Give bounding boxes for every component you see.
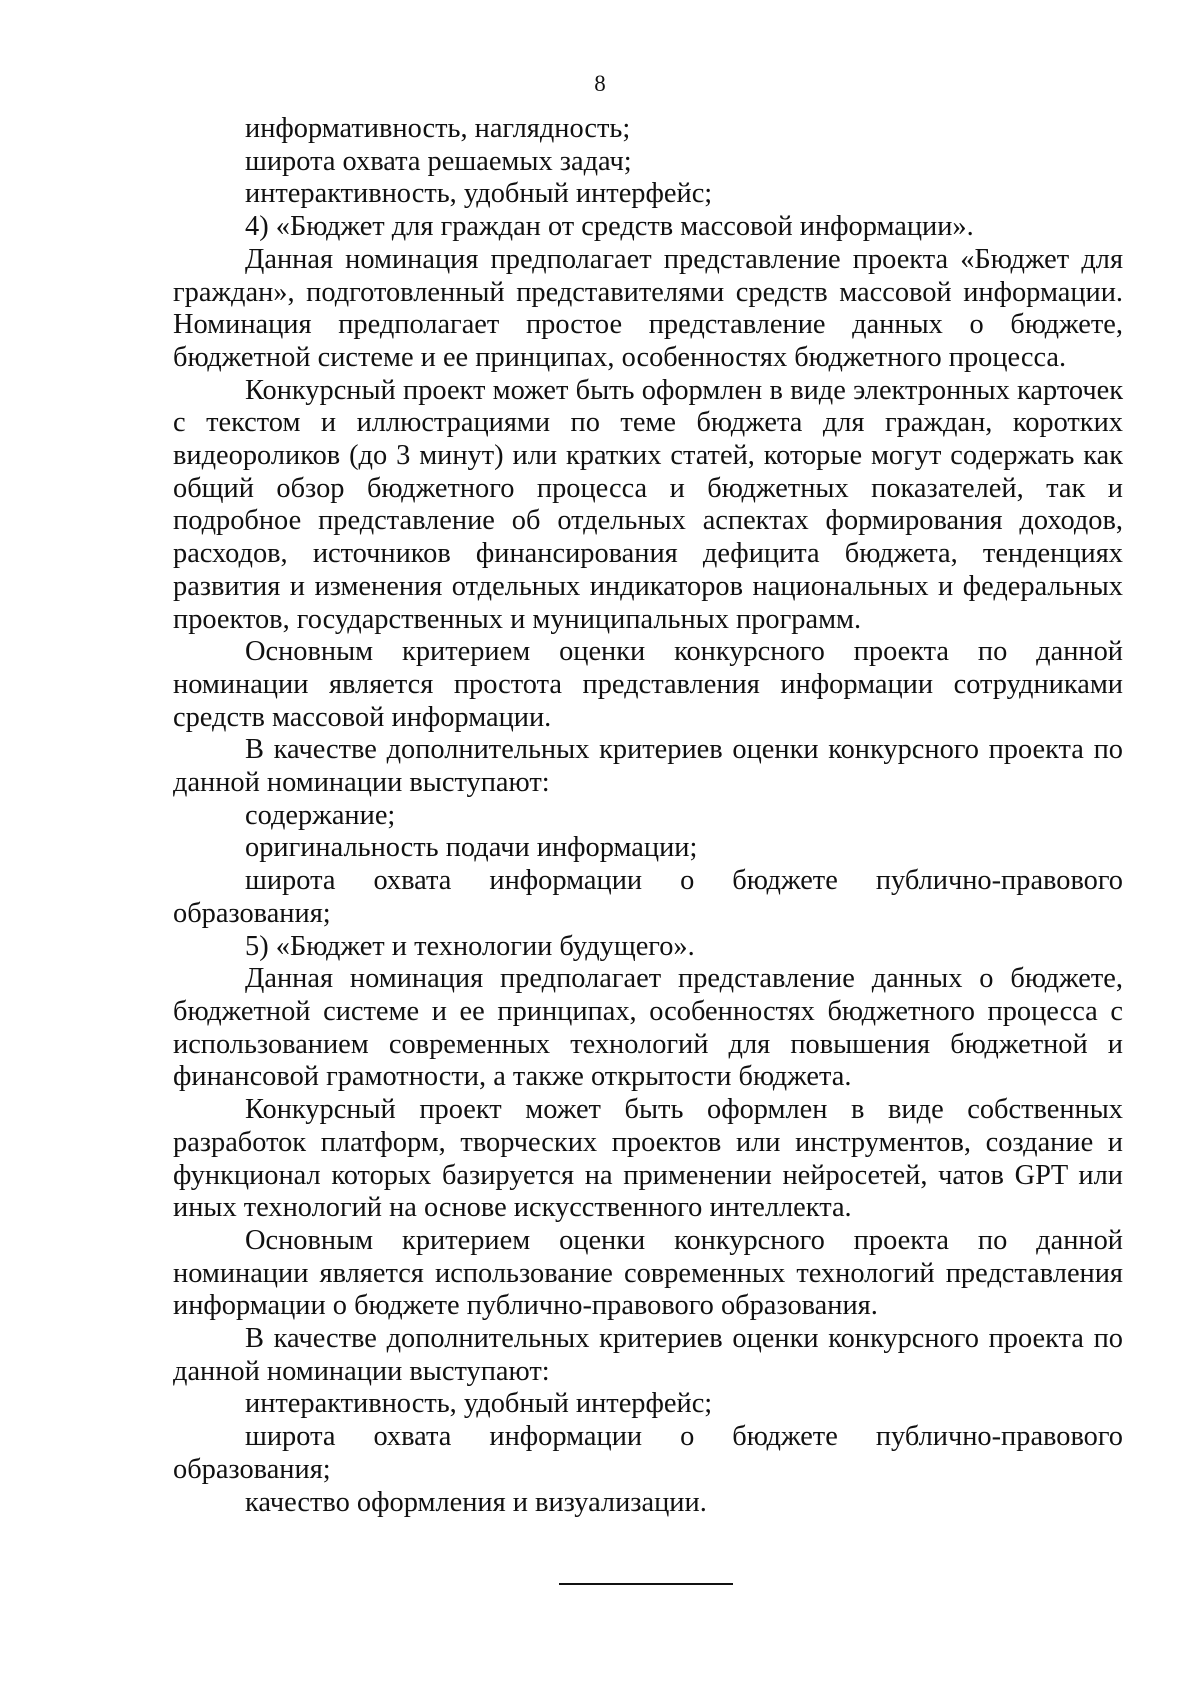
nomination-heading-4: 4) «Бюджет для граждан от средств массовой информации». [245,211,974,243]
page-number: 8 [594,71,606,96]
nomination-5-description: Данная номинация предполагает представление данных о бюджете, бюджетной системе и ее принципах, особенностях бюджетного процесса с использованием современных технологий для повышения бюджетной и финансовой грамотности, а также открытости бюджета. [173,963,1123,1093]
list-item-design-quality: качество оформления и визуализации. [245,1486,707,1518]
nomination-heading-5: 5) «Бюджет и технологии будущего». [245,930,695,962]
list-item-scope-of-information: широта охвата информации о бюджете публично-правового образования; [173,865,1123,929]
document-body [173,113,1123,1519]
nomination-4-description: Данная номинация предполагает представление проекта «Бюджет для граждан», подготовленный представителями средств массовой информации. Номинация предполагает простое представление данных о бюджете, бюджетной системе и ее принципах, особенностях бюджетного процесса. [173,243,1123,373]
list-item-interactivity: интерактивность, удобный интерфейс; [245,178,713,210]
end-of-document-rule [559,1583,733,1585]
list-item-scope-of-tasks: широта охвата решаемых задач; [245,145,632,177]
nomination-5-project-format: Конкурсный проект может быть оформлен в виде собственных разработок платформ, творческих проектов или инструментов, создание и функционал которых базируется на применении нейросетей, чатов GPT или иных технологий на основе искусственного интеллекта. [173,1094,1123,1224]
list-item-informativeness: информативность, наглядность; [245,113,631,144]
nomination-5-additional-criteria-intro: В качестве дополнительных критериев оценки конкурсного проекта по данной номинации выступают: [173,1323,1123,1387]
nomination-4-additional-criteria-intro: В качестве дополнительных критериев оценки конкурсного проекта по данной номинации выступают: [173,734,1123,799]
list-item-originality: оригинальность подачи информации; [245,832,698,864]
nomination-4-project-format: Конкурсный проект может быть оформлен в виде электронных карточек с текстом и иллюстрациями по теме бюджета для граждан, коротких видеороликов (до 3 минут) или кратких статей, которые могут содержать как общий обзор бюджетного процесса и бюджетных показателей, так и подробное представление об отдельных аспектах формирования доходов, расходов, источников финансирования дефицита бюджета, тенденциях развития и изменения отдельных индикаторов национальных и федеральных проектов, государственных и муниципальных программ. [173,374,1123,635]
nomination-4-main-criterion: Основным критерием оценки конкурсного проекта по данной номинации является простота представления информации сотрудниками средств массовой информации. [173,636,1123,733]
nomination-5-main-criterion: Основным критерием оценки конкурсного проекта по данной номинации является использование современных технологий представления информации о бюджете публично-правового образования. [173,1224,1123,1322]
list-item-scope-of-information-2: широта охвата информации о бюджете публично-правового образования; [173,1421,1123,1485]
list-item-interactivity-2: интерактивность, удобный интерфейс; [245,1388,713,1420]
list-item-content: содержание; [245,799,396,831]
